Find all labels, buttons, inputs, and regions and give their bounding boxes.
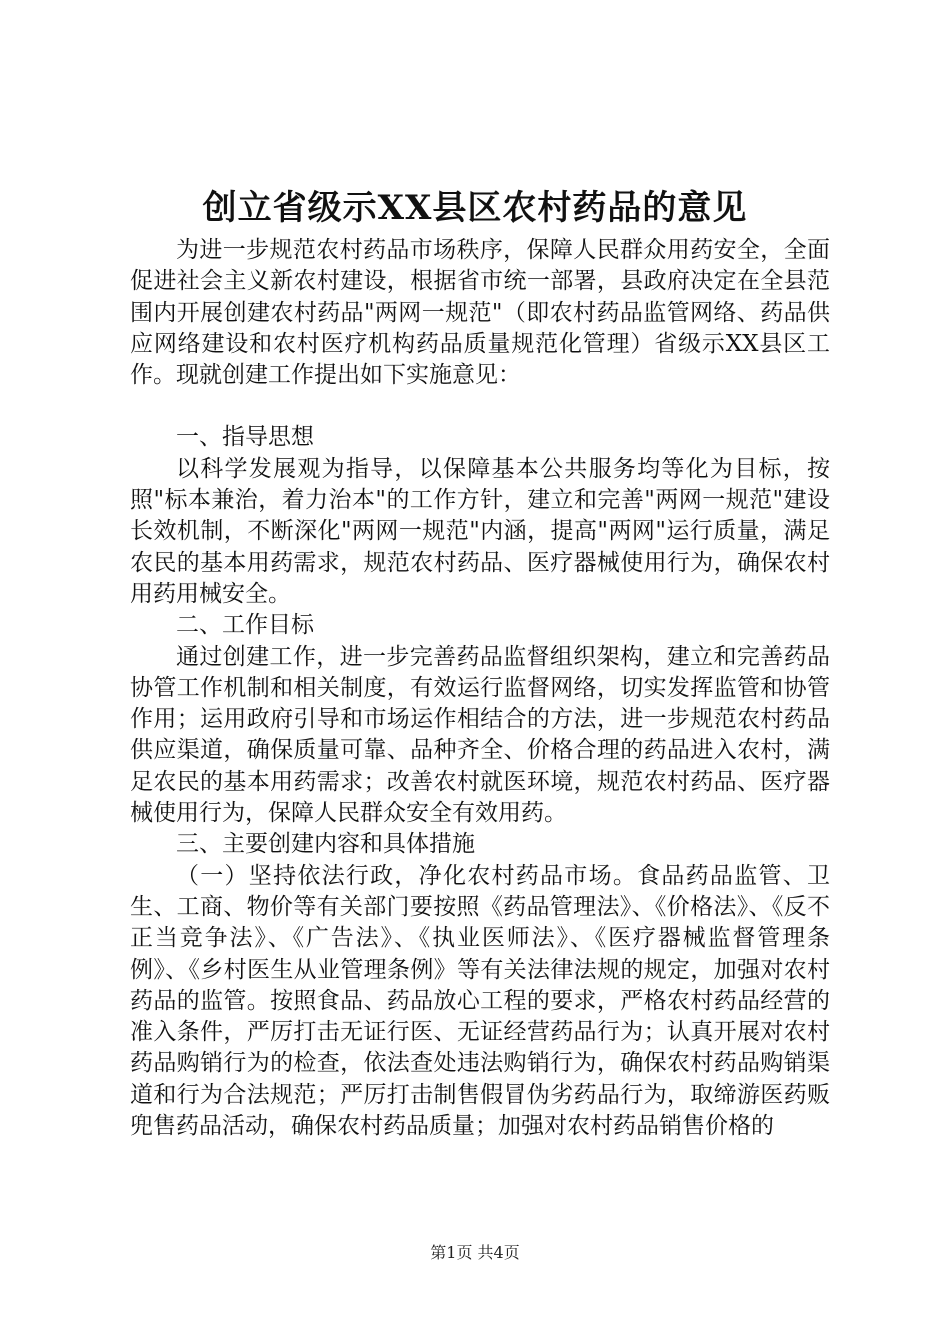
section-heading-3: 三、主要创建内容和具体措施	[176, 831, 475, 858]
intro-paragraph: 为进一步规范农村药品市场秩序，保障人民群众用药安全，全面促进社会主义新农村建设，根据省市统一部署，县政府决定在全县范围内开展创建农村药品"两网一规范"（即农村药品监管网络、药品供应网络建设和农村医疗机构药品质量规范化管理）省级示XX县区工作。现就创建工作提出如下实施意见：	[130, 237, 830, 389]
section-heading-1: 一、指导思想	[176, 424, 314, 451]
section-body-2: 通过创建工作，进一步完善药品监督组织架构，建立和完善药品协管工作机制和相关制度，有效运行监督网络，切实发挥监管和协管作用；运用政府引导和市场运作相结合的方法，进一步规范农村药品供应渠道，确保质量可靠、品种齐全、价格合理的药品进入农村，满足农民的基本用药需求；改善农村就医环境，规范农村药品、医疗器械使用行为，保障人民群众安全有效用药。	[130, 643, 830, 827]
section-heading-2: 二、工作目标	[176, 612, 314, 639]
page-footer: 第1页 共4页	[430, 1243, 520, 1262]
section-body-1: 以科学发展观为指导，以保障基本公共服务均等化为目标，按照"标本兼治，着力治本"的工作方针，建立和完善"两网一规范"建设长效机制，不断深化"两网一规范"内涵，提高"两网"运行质量，满足农民的基本用药需求，规范农村药品、医疗器械使用行为，确保农村用药用械安全。	[130, 455, 830, 607]
section-body-3: （一）坚持依法行政，净化农村药品市场。食品药品监管、卫生、工商、物价等有关部门要按照《药品管理法》、《价格法》、《反不正当竞争法》、《广告法》、《执业医师法》、《医疗器械监督管理条例》、《乡村医生从业管理条例》等有关法律法规的规定，加强对农村药品的监管。按照食品、药品放心工程的要求，严格农村药品经营的准入条件，严厉打击无证行医、无证经营药品行为；认真开展对农村药品购销行为的检查，依法查处违法购销行为，确保农村药品购销渠道和行为合法规范；严厉打击制售假冒伪劣药品行为，取缔游医药贩兜售药品活动，确保农村药品质量；加强对农村药品销售价格的	[130, 862, 830, 1140]
document-body	[130, 235, 830, 1142]
document-title: 创立省级示XX县区农村药品的意见	[202, 188, 748, 228]
blank-line	[130, 391, 830, 422]
